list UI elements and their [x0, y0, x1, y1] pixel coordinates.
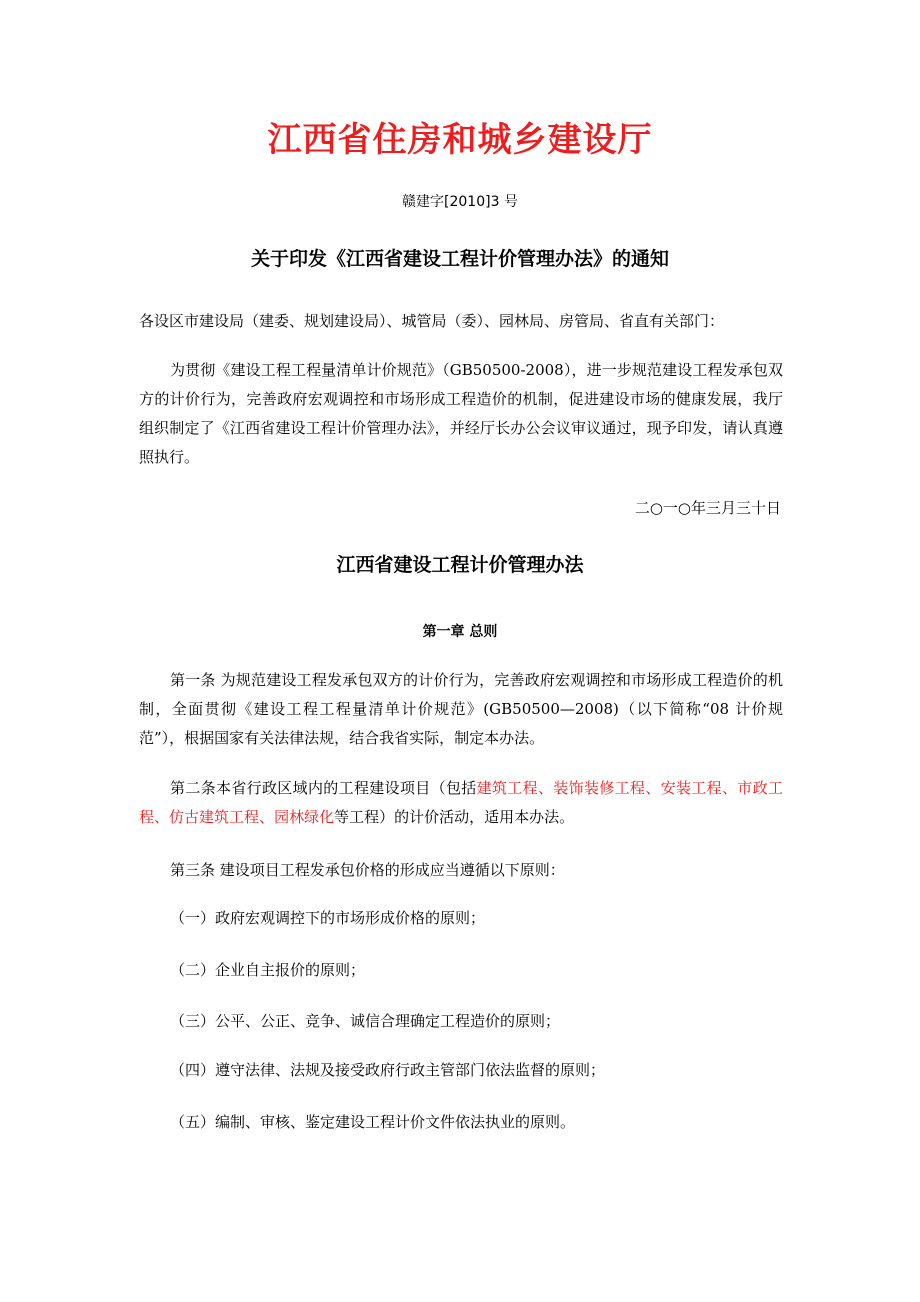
article-1: 第一条 为规范建设工程发承包双方的计价行为，完善政府宏观调控和市场形成工程造价的机制，全面贯彻《建设工程工程量清单计价规范》(GB50500—2008)（以下简称“08 计价规范”），根据国家有关法律法规，结合我省实际，制定本办法。 [139, 671, 783, 747]
article-2-separator: 、 [645, 779, 661, 797]
document-number: 赣建字[2010]3 号 [402, 194, 518, 210]
article-2-separator: 、 [154, 808, 170, 826]
principle-item: （四）遵守法律、法规及接受政府行政主管部门依法监督的原则； [170, 1061, 606, 1079]
notice-recipients: 各设区市建设局（建委、规划建设局）、城管局（委）、园林局、房管局、省直有关部门： [139, 312, 725, 330]
notice-date: 二○一○年三月三十日 [634, 499, 781, 517]
article-3-intro: 第三条 建设项目工程发承包价格的形成应当遵循以下原则： [170, 861, 565, 879]
article-2-scope-item: 市政工程 [139, 779, 783, 826]
article-2-scope-item: 园林绿化 [274, 808, 335, 826]
article-2-scope-item: 仿古建筑工程 [169, 808, 260, 826]
notice-body: 为贯彻《建设工程工程量清单计价规范》（GB50500-2008），进一步规范建设工程发承包双方的计价行为，完善政府宏观调控和市场形成工程造价的机制，促进建设市场的健康发展，我厅组织制定了《江西省建设工程计价管理办法》，并经厅长办公会议审议通过，现予印发，请认真遵照执行。 [139, 361, 783, 466]
article-2-prefix: 第二条本省行政区域内的工程建设项目（包括 [170, 779, 477, 797]
article-2-scope-item: 装饰装修工程 [553, 779, 646, 797]
article-2-scope-item: 建筑工程 [476, 779, 538, 797]
article-2-separator: 、 [259, 808, 275, 826]
article-2-separator: 、 [721, 779, 738, 797]
article-2-scope-item: 安装工程 [660, 779, 722, 797]
principle-item: （二）企业自主报价的原则； [170, 961, 366, 979]
notice-title: 关于印发《江西省建设工程计价管理办法》的通知 [250, 248, 669, 270]
article-2-separator: 、 [537, 779, 554, 797]
chapter-title: 第一章 总则 [422, 624, 498, 640]
article-2-suffix: 等工程）的计价活动，适用本办法。 [334, 808, 575, 826]
agency-title: 江西省住房和城乡建设厅 [267, 120, 653, 160]
measures-title: 江西省建设工程计价管理办法 [336, 554, 584, 576]
article-2 [139, 774, 783, 832]
principle-item: （五）编制、审核、鉴定建设工程计价文件依法执业的原则。 [170, 1113, 576, 1131]
principle-item: （一）政府宏观调控下的市场形成价格的原则； [170, 909, 486, 927]
principle-item: （三）公平、公正、竞争、诚信合理确定工程造价的原则； [170, 1012, 561, 1030]
